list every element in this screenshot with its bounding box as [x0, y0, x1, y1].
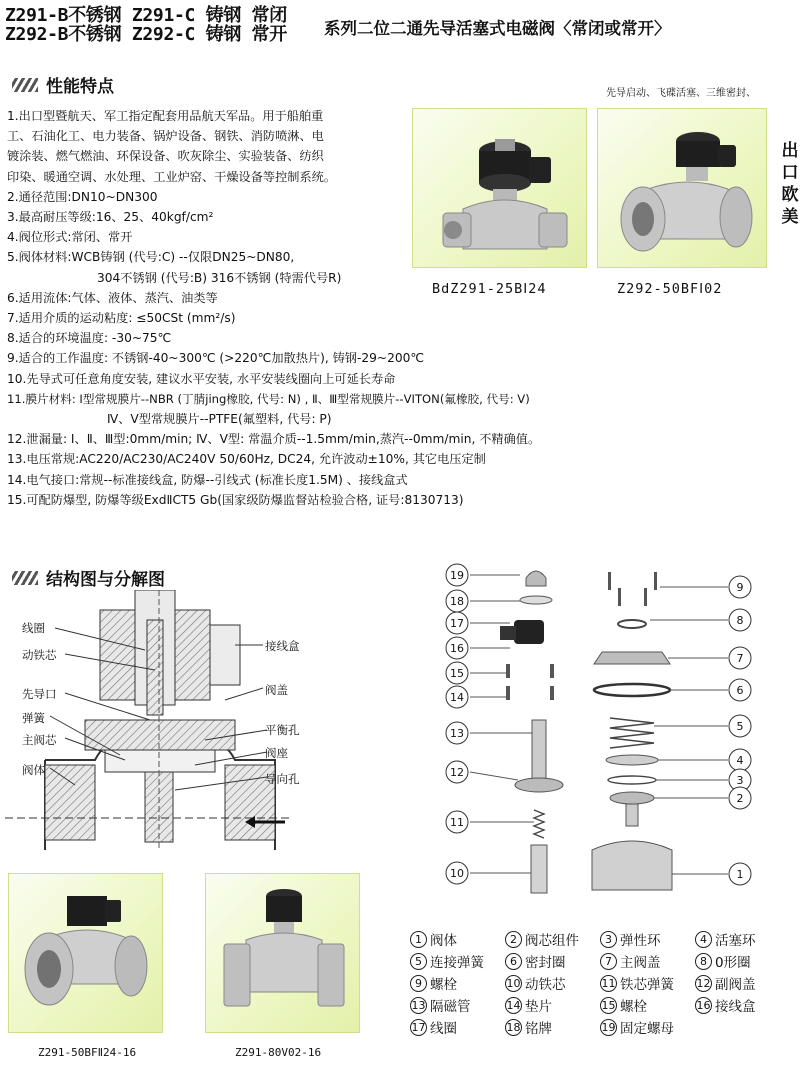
exploded-number: 18	[450, 595, 464, 608]
legend-item	[505, 929, 600, 949]
feature-line: 印染、暖通空调、水处理、工业炉窑、干燥设备等控制系统。	[7, 169, 337, 184]
exploded-number: 4	[736, 754, 744, 767]
legend-item	[410, 973, 505, 993]
feature-line: 1.出口型暨航天、军工指定配套用品航天军品。用于船舶重	[7, 109, 324, 123]
model-title-line-2: Z292-B不锈钢 Z292-C 铸钢 常开	[5, 24, 287, 45]
export-label	[779, 140, 800, 228]
legend-label: 线圈	[430, 1021, 457, 1037]
legend-number: 13	[411, 998, 426, 1012]
feature-line: 14.电气接口:常规--标准接线盒, 防爆--引线式 (标准长度1.5M) 、接线盒式	[7, 472, 408, 487]
legend-label: 连接弹簧	[430, 955, 484, 971]
legend-number: 14	[506, 998, 521, 1012]
legend-number: 17	[411, 1020, 426, 1034]
legend-label: 动铁芯	[525, 977, 566, 993]
legend-label: 主阀盖	[620, 955, 661, 971]
legend-item	[600, 929, 695, 949]
heading-stripes-icon	[12, 78, 38, 92]
legend-number: 19	[601, 1020, 616, 1034]
callout-pilot-port: 先导口	[22, 687, 57, 701]
legend-label: 铁芯弹簧	[620, 977, 674, 993]
photo-caption-z292: Z292-50BFⅠ02	[617, 281, 723, 297]
legend-number: 2	[505, 931, 522, 948]
exploded-number: 11	[450, 816, 464, 829]
photo-caption-z291-50bf: Z291-50BFⅡ24-16	[38, 1046, 137, 1059]
feature-line: 13.电压常规:AC220/AC230/AC240V 50/60Hz, DC24, 允许波动±10%, 其它电压定制	[7, 452, 486, 467]
exploded-view-drawing	[440, 560, 780, 900]
legend-item	[505, 973, 600, 993]
legend-label: 阀体	[430, 933, 457, 949]
valve-threaded-illustration	[413, 109, 588, 269]
legend-label: 隔磁管	[430, 999, 471, 1015]
exploded-number: 9	[736, 581, 744, 594]
exploded-number: 17	[450, 617, 464, 630]
callout-coil: 线圈	[22, 621, 45, 635]
legend-number: 16	[696, 998, 711, 1012]
feature-line: 7.适用介质的运动粘度: ≤50CSt (mm²/s)	[7, 311, 236, 326]
feature-line: 4.阀位形式:常闭、常开	[7, 230, 133, 245]
legend-item	[600, 1017, 695, 1037]
model-title-line-1: Z291-B不锈钢 Z291-C 铸钢 常闭	[5, 5, 287, 26]
callout-main-core: 主阀芯	[22, 733, 57, 747]
product-photo-z292	[597, 108, 767, 268]
legend-item	[410, 1017, 505, 1037]
legend-number: 6	[505, 953, 522, 970]
legend-label: 螺栓	[430, 977, 457, 993]
legend-row	[410, 950, 790, 972]
legend-item	[695, 951, 790, 971]
exploded-number: 14	[450, 691, 464, 704]
legend-item	[505, 1017, 600, 1037]
legend-row	[410, 1016, 790, 1038]
callout-bonnet: 阀盖	[265, 683, 288, 697]
features-heading-label: 性能特点	[46, 77, 114, 97]
legend-number: 15	[601, 998, 616, 1012]
callout-body: 阀体	[22, 763, 45, 777]
valve-flanged-coil-illustration	[9, 874, 164, 1034]
legend-number: 11	[601, 976, 616, 990]
export-label-char: 口	[781, 163, 799, 183]
legend-label: 0形圈	[715, 955, 751, 971]
exploded-number: 5	[736, 720, 744, 733]
legend-item	[600, 951, 695, 971]
product-photo-bdz291	[412, 108, 587, 268]
feature-line: 6.适用流体:气体、液体、蒸汽、油类等	[7, 290, 218, 305]
section-view-drawing	[5, 590, 290, 850]
legend-item	[695, 929, 790, 949]
feature-line: 10.先导式可任意角度安装, 建议水平安装, 水平安装线圈向上可延长寿命	[7, 371, 396, 386]
legend-item	[695, 973, 790, 993]
exploded-number: 12	[450, 766, 464, 779]
legend-item	[505, 951, 600, 971]
feature-line: 15.可配防爆型, 防爆等级ExdⅡCT5 Gb(国家级防爆监督站检验合格, 证号:8130713)	[7, 492, 464, 507]
feature-line: 3.最高耐压等级:16、25、40kgf/cm²	[7, 210, 214, 225]
legend-label: 活塞环	[715, 933, 756, 949]
series-title: 系列二位二通先导活塞式电磁阀〈常闭或常开〉	[324, 19, 671, 38]
feature-line: 9.适合的工作温度: 不锈钢-40~300℃ (>220℃加散热片), 铸钢-29~200℃	[7, 351, 425, 366]
legend-item	[410, 951, 505, 971]
export-label-char: 出	[781, 141, 799, 161]
feature-line: 304不锈钢 (代号:B) 316不锈钢 (特需代号R)	[97, 270, 342, 285]
legend-label: 接线盒	[715, 999, 756, 1015]
photo-caption-bdz291: BdZ291-25BⅠ24	[432, 281, 547, 297]
legend-number: 12	[696, 976, 711, 990]
callout-plunger: 动铁芯	[22, 648, 57, 662]
exploded-number: 6	[736, 684, 744, 697]
legend-number: 5	[410, 953, 427, 970]
exploded-number: 3	[736, 774, 744, 787]
callout-junction-box: 接线盒	[265, 639, 300, 653]
legend-row	[410, 994, 790, 1016]
feature-line: 12.泄漏量: Ⅰ、Ⅱ、Ⅲ型:0mm/min; Ⅳ、Ⅴ型: 常温介质--1.5mm/min,蒸汽--0mm/min, 不精确值。	[7, 432, 541, 447]
photo-caption-z291-80v: Z291-80V02-16	[235, 1046, 322, 1059]
export-label-char: 欧	[781, 185, 799, 205]
legend-number: 18	[506, 1020, 521, 1034]
legend-number: 1	[410, 931, 427, 948]
legend-label: 固定螺母	[620, 1021, 674, 1037]
exploded-number: 1	[736, 868, 744, 881]
product-photo-z291-80v	[205, 873, 360, 1033]
exploded-number: 13	[450, 727, 464, 740]
callout-balance-hole: 平衡孔	[265, 723, 300, 737]
legend-item	[410, 929, 505, 949]
product-photo-z291-50bf	[8, 873, 163, 1033]
legend-label: 密封圈	[525, 955, 566, 971]
legend-item	[600, 973, 695, 993]
legend-row	[410, 928, 790, 950]
valve-large-flanged-illustration	[206, 874, 361, 1034]
feature-line: Ⅳ、Ⅴ型常规膜片--PTFE(氟塑料, 代号: P)	[107, 412, 332, 427]
legend-label: 阀芯组件	[525, 933, 579, 949]
legend-item	[410, 995, 505, 1015]
legend-row	[410, 972, 790, 994]
callout-spring: 弹簧	[22, 711, 45, 725]
structure-heading-label: 结构图与分解图	[46, 570, 165, 590]
feature-line: 2.通径范围:DN10~DN300	[7, 189, 158, 204]
legend-number: 10	[506, 976, 521, 990]
legend-number: 7	[600, 953, 617, 970]
heading-stripes-icon	[12, 571, 38, 585]
exploded-number: 16	[450, 642, 464, 655]
features-heading	[12, 72, 114, 97]
exploded-number: 2	[736, 792, 744, 805]
legend-label: 垫片	[525, 999, 552, 1015]
exploded-number: 19	[450, 569, 464, 582]
legend-number: 8	[695, 953, 712, 970]
parts-legend	[410, 928, 790, 1038]
feature-line: 5.阀体材料:WCB铸钢 (代号:C) --仅限DN25~DN80,	[7, 250, 295, 265]
structure-heading	[12, 565, 165, 590]
callout-seat: 阀座	[265, 746, 288, 760]
legend-number: 9	[410, 975, 427, 992]
legend-label: 副阀盖	[715, 977, 756, 993]
feature-line: 8.适合的环境温度: -30~75℃	[7, 331, 172, 346]
valve-flanged-illustration	[598, 109, 768, 269]
legend-label: 铭牌	[525, 1021, 552, 1037]
legend-item	[505, 995, 600, 1015]
feature-line: 镀涂装、燃气燃油、环保设备、吹灰除尘、实验装备、纺织	[7, 149, 324, 164]
legend-label: 螺栓	[620, 999, 647, 1015]
exploded-number: 15	[450, 667, 464, 680]
legend-number: 3	[600, 931, 617, 948]
callout-guide-hole: 导向孔	[265, 772, 300, 786]
tagline-line: 先导启动、飞碟活塞、三维密封、	[606, 88, 756, 99]
exploded-number: 8	[736, 614, 744, 627]
feature-line: 工、石油化工、电力装备、锅炉设备、钢铁、消防喷淋、电	[7, 129, 324, 144]
legend-number: 4	[695, 931, 712, 948]
exploded-number: 7	[736, 652, 744, 665]
feature-line: 11.膜片材料: Ⅰ型常规膜片--NBR (丁腈jing橡胶, 代号: N) , Ⅱ、Ⅲ型常规膜片--VITON(氟橡胶, 代号: V)	[7, 391, 530, 406]
legend-item	[600, 995, 695, 1015]
export-label-char: 美	[781, 207, 799, 227]
legend-label: 弹性环	[620, 933, 661, 949]
legend-item	[695, 995, 790, 1015]
exploded-number: 10	[450, 867, 464, 880]
